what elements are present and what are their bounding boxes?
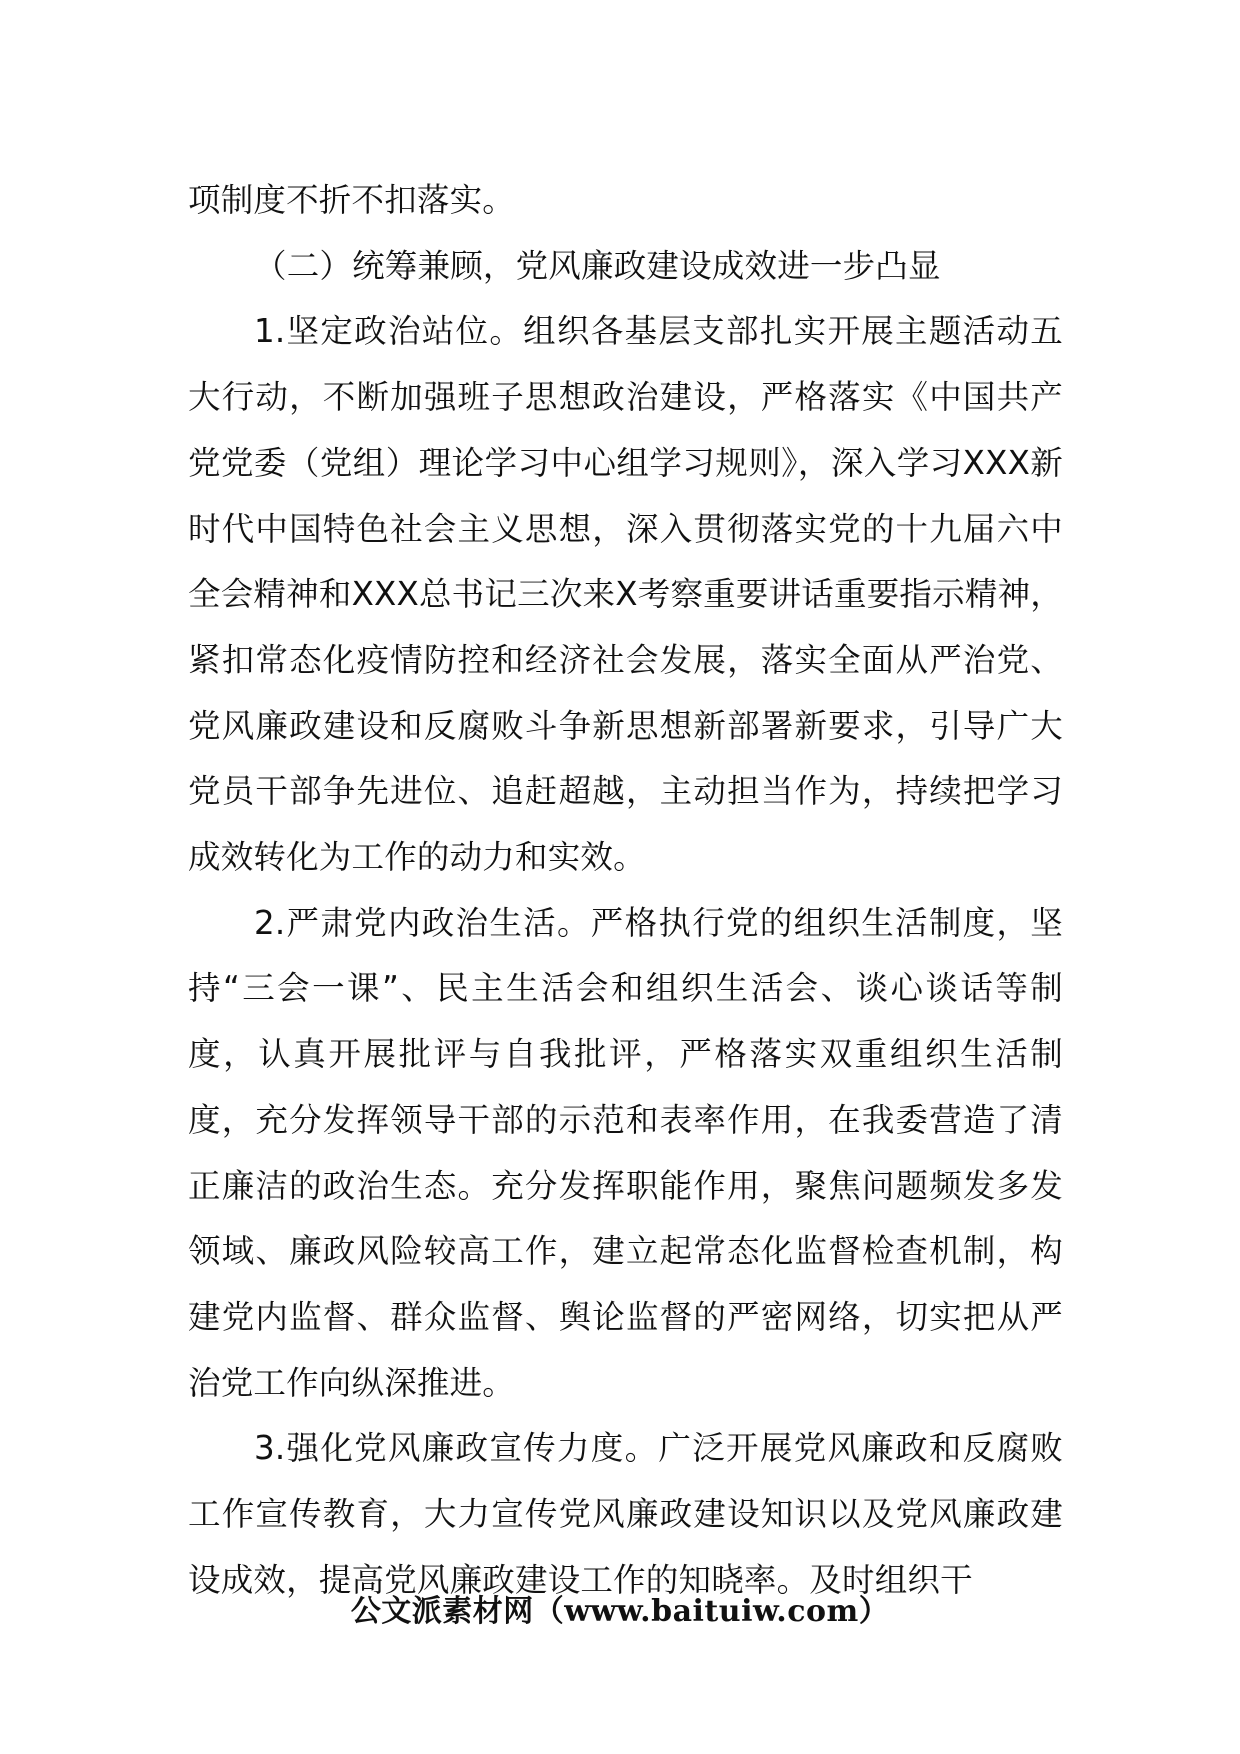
paragraph-political-stance: 1.坚定政治站位。组织各基层支部扎实开展主题活动五大行动，不断加强班子思想政治建设，严格落实《中国共产党党委（党组）理论学习中心组学习规则》，深入学习XXX新时代中国特色社会主义思想，深入贯彻落实党的十九届六中全会精神和XXX总书记三次来X考察重要讲话重要指示精神，紧扣常态化疫情防控和经济社会发展，落实全面从严治党、党风廉政建设和反腐败斗争新思想新部署新要求，引导广大党员干部争先进位、追赶超越，主动担当作为，持续把学习成效转化为工作的动力和实效。 xyxy=(188,312,1063,877)
section-heading: （二）统筹兼顾，党风廉政建设成效进一步凸显 xyxy=(254,246,941,285)
paragraph-publicity: 3.强化党风廉政宣传力度。广泛开展党风廉政和反腐败工作宣传教育，大力宣传党风廉政建设知识以及党风廉政建设成效，提高党风廉政建设工作的知晓率。及时组织干 xyxy=(188,1429,1063,1599)
document-body xyxy=(188,168,1063,1613)
footer-watermark: 公文派素材网（www.baituiw.com） xyxy=(350,1594,890,1629)
paragraph-party-political-life: 2.严肃党内政治生活。严格执行党的组织生活制度，坚持“三会一课”、民主生活会和组织生活会、谈心谈话等制度，认真开展批评与自我批评，严格落实双重组织生活制度，充分发挥领导干部的示范和表率作用，在我委营造了清正廉洁的政治生态。充分发挥职能作用，聚焦问题频发多发领域、廉政风险较高工作，建立起常态化监督检查机制，构建党内监督、群众监督、舆论监督的严密网络，切实把从严治党工作向纵深推进。 xyxy=(188,903,1063,1402)
paragraph-continuation: 项制度不折不扣落实。 xyxy=(188,181,516,219)
